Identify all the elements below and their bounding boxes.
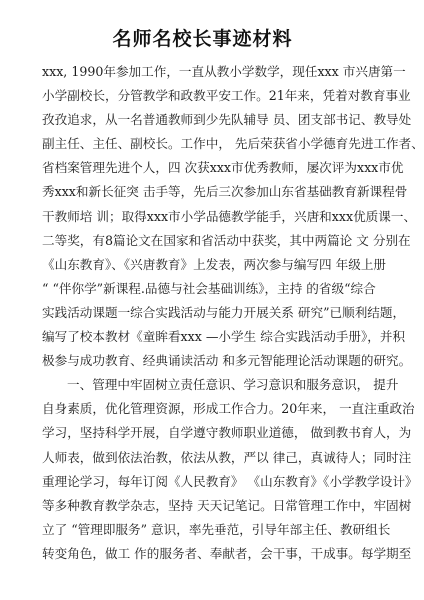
paragraph-line: 干教师培 训；取得xxx市小学品德教学能手，兴唐和xxx优质课一、 [42,208,417,224]
paragraph-line: 孜孜追求，从一名普通教师到少先队辅导 员、团支部书记、教导处 [42,112,412,128]
document-title: 名师名校长事迹材料 [112,28,293,50]
paragraph-line: 二等奖，有8篇论文在国家和省活动中获奖，其中两篇论 文 分别在 [42,232,411,248]
paragraph-line: 转变角色，做工 作的服务者、奉献者，会干事，干成事。每学期至 [42,545,412,561]
paragraph-line: 《山东教育》、《兴唐教育》上发表，两次参与编写四 年级上册 [42,256,387,272]
paragraph-line: 自身素质，优化管理资源，形成工作合力。20年来， 一直注重政治 [42,401,415,417]
paragraph-line: 一、管理中牢固树立责任意识、学习意识和服务意识， 提升 [67,377,399,393]
paragraph-line: 编写了校本教材《童眸看xxx —小学生 综合实践活动手册》，并积 [42,329,406,345]
paragraph-line: 小学副校长，分管教学和政教平安工作。21年来，凭着对教育事业 [42,88,411,104]
paragraph-line: 人师表，做到依法治教，依法从教，严以 律己，真诚待人；同时注 [42,449,412,465]
document-body [42,60,424,566]
paragraph-line: 省档案管理先进个人，四 次获xxx市优秀教师，屡次评为xxx市优 [42,160,404,176]
paragraph-line: 实践活动课题一综合实践活动与能力开展关系 研究”已顺利结题， [42,304,406,320]
paragraph-line: 秀xxx和新长征突 击手等，先后三次参加山东省基础教育新课程骨 [42,184,408,200]
paragraph-line: 立了 “管理即服务” 意识，率先垂范，引导年部主任、教研组长 [42,521,391,537]
paragraph-line: 极参与成功教育、经典诵读活动 和多元智能理论活动课题的研究。 [42,353,412,369]
paragraph-line: “ “伴你学”新课程.品德与社会基础训练》，主持 的省级“综合 [42,280,376,296]
paragraph-line: 副主任、主任、副校长。工作中， 先后荣获省小学德育先进工作者、 [42,136,424,152]
paragraph-line: 等多种教育教学杂志，坚持 天天记笔记。日常管理工作中，牢固树 [42,497,412,513]
paragraph-line: 学习，坚持科学开展，自学遵守教师职业道德， 做到教书育人，为 [42,425,412,441]
paragraph-line: xxx, 1990年参加工作，一直从教小学数学，现任xxx 市兴唐第一 [42,64,406,79]
paragraph-line: 重理论学习，每年订阅《人民教育》 《山东教育》《小学教学设计》 [42,473,418,489]
